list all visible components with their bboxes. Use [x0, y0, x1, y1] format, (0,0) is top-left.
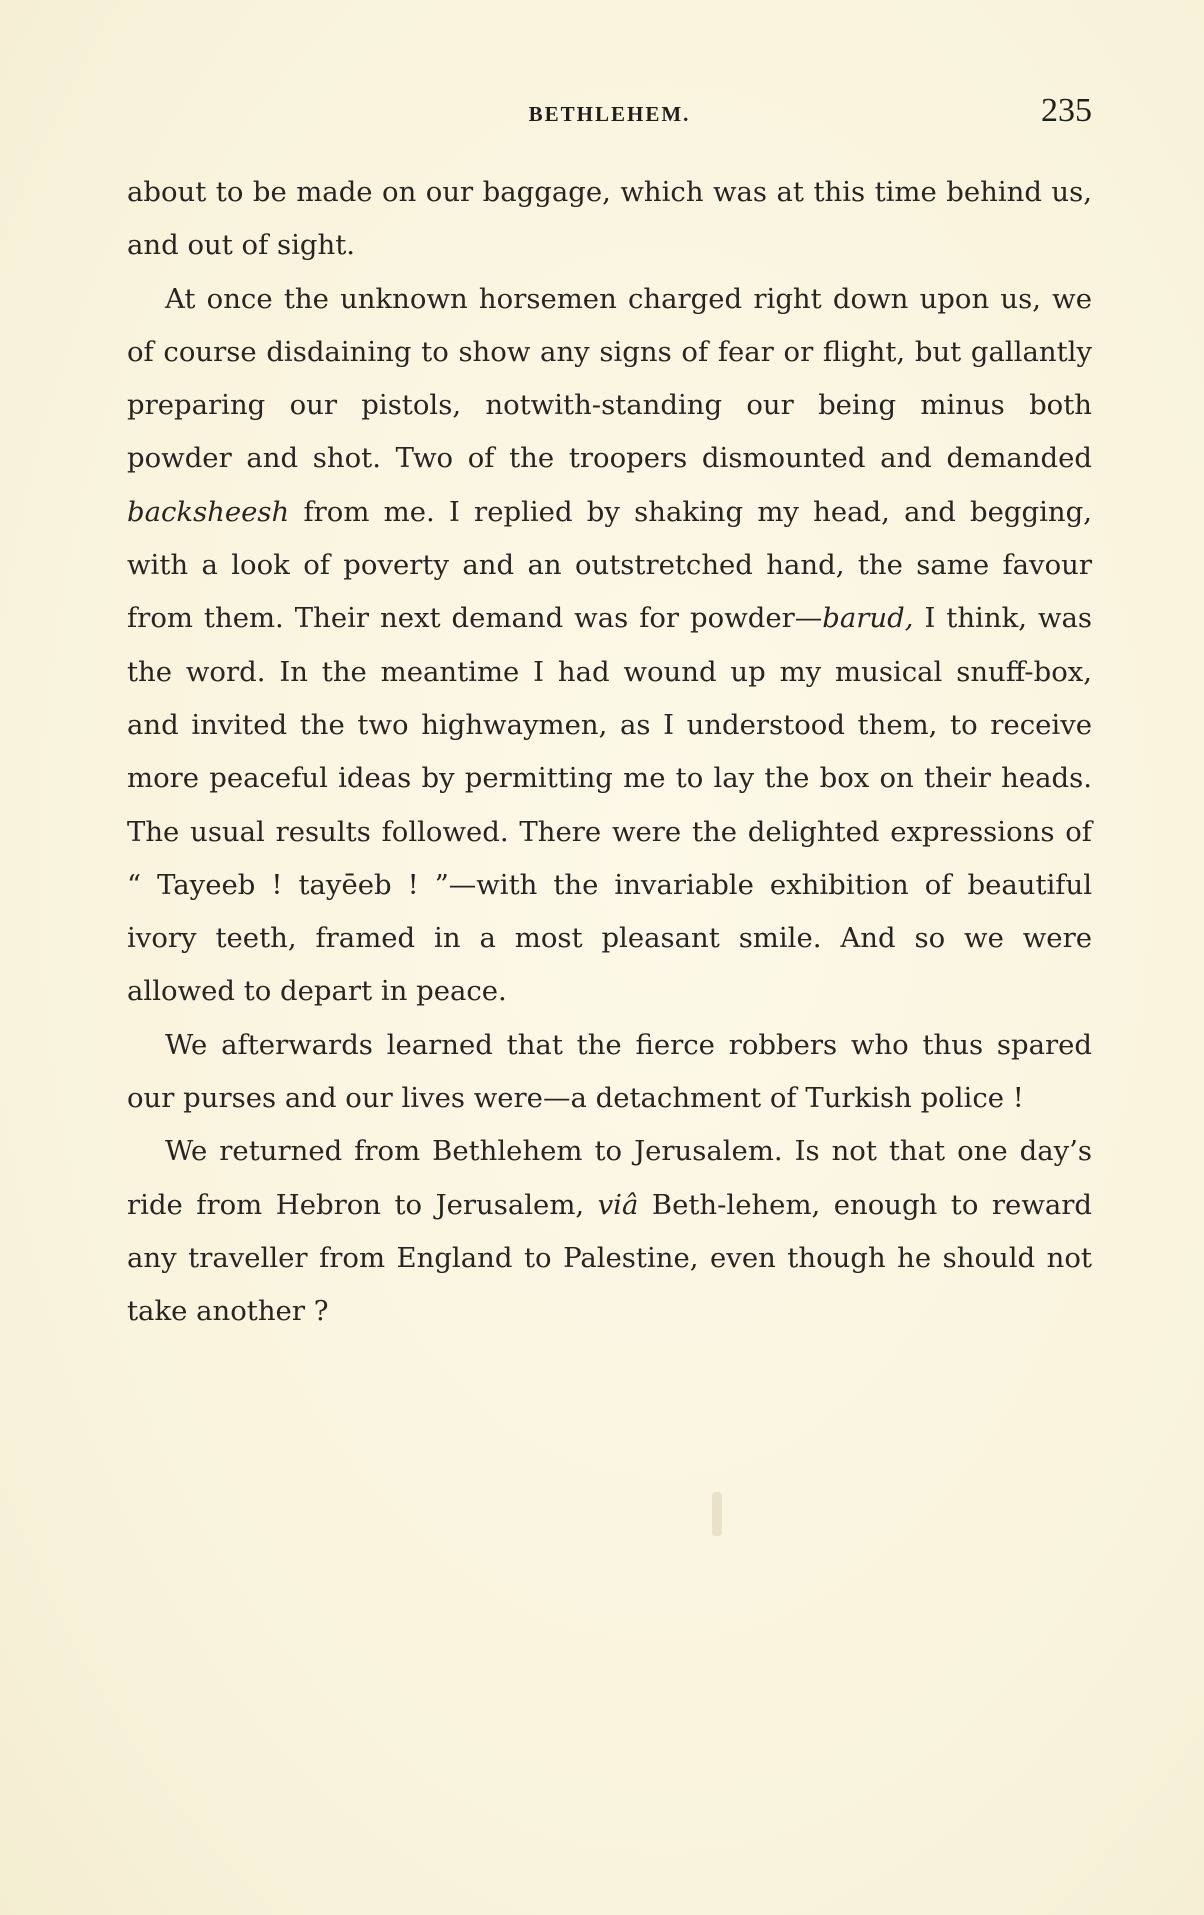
text-segment: from me. I replied by shaking my head, and begging, with a look of poverty and an outstretched hand, the same favour from them. Their next demand was for powder—	[127, 495, 1092, 635]
italic-word-via: viâ	[597, 1188, 639, 1221]
paragraph-1	[127, 166, 1092, 273]
paragraph-4	[127, 1125, 1092, 1338]
italic-word-backsheesh: backsheesh	[127, 495, 290, 528]
body-text	[127, 166, 1092, 1339]
paragraph-2	[127, 273, 1092, 1019]
text-segment: We afterwards learned that the fierce robbers who thus spared our purses and our lives were—a detachment of Turkish police !	[127, 1028, 1092, 1115]
text-segment: about to be made on our baggage, which was at this time behind us, and out of sight.	[127, 176, 1092, 262]
page-number: 235	[1041, 92, 1092, 129]
text-segment: I think, was the word. In the meantime I had wound up my musical snuff-box, and invited the two highwaymen, as I understood them, to receive more peaceful ideas by permitting me to lay the box on their heads. The usual results followed. There were the delighted expressions of “ Tayeeb ! tayēeb ! ”—with the invariable exhibition of beautiful ivory teeth, framed in a most pleasant smile. And so we were allowed to depart in peace.	[127, 602, 1092, 1008]
paragraph-3	[127, 1019, 1092, 1126]
text-segment: At once the unknown horsemen charged right down upon us, we of course disdaining to show any signs of fear or flight, but gallantly preparing our pistols, notwith-standing our being minus both powder and shot. Two of the troopers dismounted and demanded	[127, 282, 1092, 475]
paper-smudge	[712, 1492, 722, 1536]
text-segment: Beth-lehem, enough to reward any traveller from England to Palestine, even though he should not take another ?	[127, 1188, 1093, 1328]
italic-word-barud: barud,	[822, 602, 914, 635]
page-header	[127, 92, 1092, 138]
running-head: BETHLEHEM.	[528, 102, 691, 126]
text-segment: We returned from Bethlehem to Jerusalem. Is not that one day’s ride from Hebron to Jerusalem,	[127, 1135, 1092, 1221]
